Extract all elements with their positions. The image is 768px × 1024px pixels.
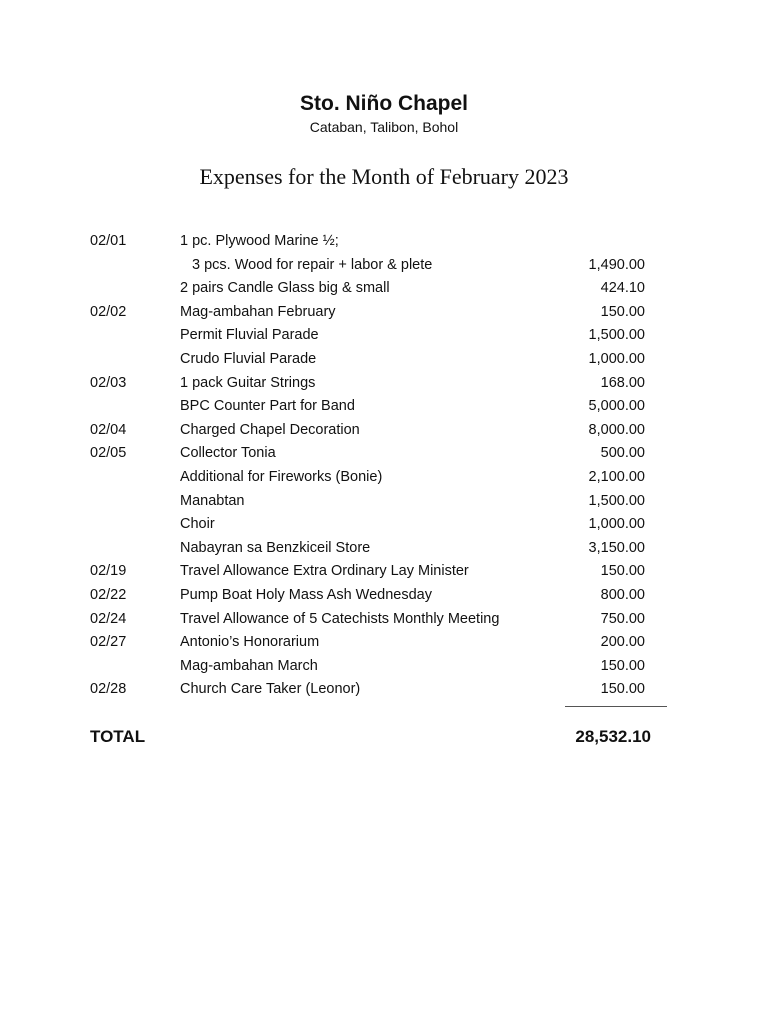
expense-date: 02/04 [90, 421, 127, 438]
expense-description: BPC Counter Part for Band [180, 398, 355, 415]
total-label: TOTAL [90, 727, 146, 746]
expense-amount: 200.00 [600, 634, 645, 651]
org-address: Cataban, Talibon, Bohol [309, 119, 459, 135]
expense-row [0, 254, 768, 278]
expense-row [0, 324, 768, 348]
expense-row [0, 442, 768, 466]
expense-row [0, 372, 768, 396]
expense-description: Crudo Fluvial Parade [180, 350, 317, 367]
expense-description: Charged Chapel Decoration [180, 421, 360, 438]
expense-description: 1 pc. Plywood Marine ½; [180, 233, 339, 249]
expense-date: 02/02 [90, 303, 127, 320]
expense-row [0, 419, 768, 443]
expense-date: 02/28 [90, 681, 127, 698]
expense-amount: 800.00 [600, 586, 645, 603]
expense-row [0, 513, 768, 537]
expense-row [0, 348, 768, 372]
expense-description: 2 pairs Candle Glass big & small [180, 280, 390, 297]
expense-description: Pump Boat Holy Mass Ash Wednesday [180, 586, 432, 603]
expense-row [0, 678, 768, 702]
expense-description: Additional for Fireworks (Bonie) [180, 468, 383, 485]
expense-row [0, 584, 768, 608]
expense-row [0, 466, 768, 490]
expense-amount: 1,000.00 [588, 350, 645, 367]
expense-date: 02/27 [90, 634, 127, 651]
expense-date: 02/05 [90, 445, 127, 462]
expense-date: 02/24 [90, 610, 127, 627]
expense-date: 02/19 [90, 563, 127, 580]
expense-description: 3 pcs. Wood for repair + labor & plete [192, 256, 433, 273]
expense-description: Mag-ambahan February [180, 303, 336, 320]
expense-amount: 150.00 [600, 657, 645, 674]
expense-amount: 1,000.00 [588, 516, 645, 533]
expense-row [0, 560, 768, 584]
expense-row [0, 230, 768, 254]
expense-row [0, 655, 768, 679]
expense-description: 1 pack Guitar Strings [180, 374, 316, 391]
expense-description: Mag-ambahan March [180, 657, 318, 674]
expense-row [0, 490, 768, 514]
expense-description: Church Care Taker (Leonor) [180, 681, 361, 698]
expense-amount: 150.00 [600, 563, 645, 580]
expense-amount: 8,000.00 [588, 421, 645, 438]
expense-description: Travel Allowance Extra Ordinary Lay Minister [180, 563, 469, 580]
expense-amount: 1,500.00 [588, 492, 645, 509]
expense-description: Nabayran sa Benzkiceil Store [180, 539, 371, 556]
expense-list [0, 230, 768, 702]
expense-description: Manabtan [180, 492, 245, 509]
total-divider [565, 706, 667, 707]
expense-amount: 3,150.00 [588, 539, 645, 556]
expense-row [0, 277, 768, 301]
document-title: Expenses for the Month of February 2023 [199, 164, 569, 189]
expense-row [0, 301, 768, 325]
expense-amount: 2,100.00 [588, 468, 645, 485]
expense-row [0, 608, 768, 632]
expense-amount: 5,000.00 [588, 398, 645, 415]
expense-date: 02/03 [90, 374, 127, 391]
expense-date: 02/22 [90, 586, 127, 603]
expense-amount: 750.00 [600, 610, 645, 627]
expense-amount: 1,490.00 [588, 256, 645, 273]
expense-row [0, 537, 768, 561]
expense-description: Collector Tonia [180, 445, 276, 462]
total-amount: 28,532.10 [575, 727, 651, 746]
expense-description: Permit Fluvial Parade [180, 327, 319, 344]
expense-row [0, 631, 768, 655]
expense-amount: 168.00 [600, 374, 645, 391]
expense-amount: 150.00 [600, 681, 645, 698]
expense-amount: 1,500.00 [588, 327, 645, 344]
expense-description: Antonio’s Honorarium [180, 634, 320, 651]
expense-description: Travel Allowance of 5 Catechists Monthly Meeting [180, 610, 500, 627]
expense-amount: 424.10 [600, 280, 645, 297]
org-name: Sto. Niño Chapel [300, 92, 468, 115]
expense-description: Choir [180, 516, 215, 533]
expense-amount: 500.00 [600, 445, 645, 462]
expense-amount: 150.00 [600, 303, 645, 320]
expense-date: 02/01 [90, 233, 127, 249]
expense-row [0, 395, 768, 419]
